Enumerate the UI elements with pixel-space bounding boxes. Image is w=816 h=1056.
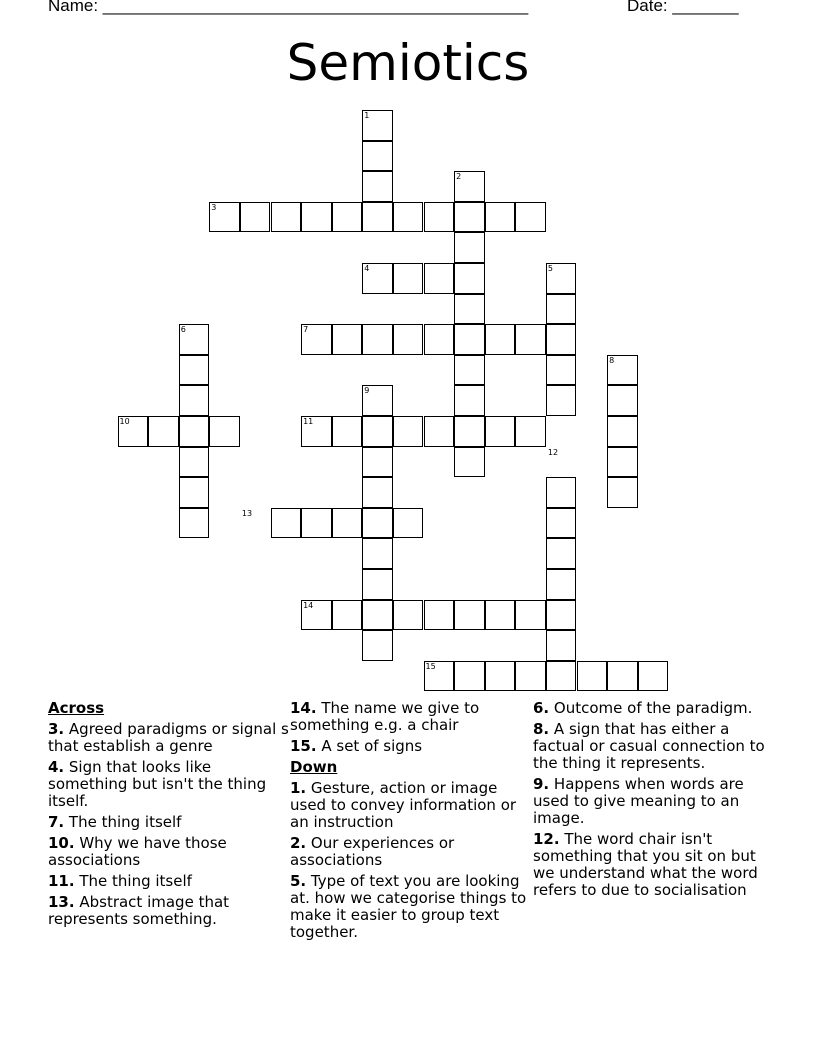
grid-cell[interactable] <box>393 416 424 447</box>
grid-cell[interactable] <box>362 538 393 569</box>
grid-cell[interactable] <box>240 202 271 233</box>
grid-cell[interactable] <box>454 294 485 325</box>
date-field[interactable]: Date: _______ <box>627 0 739 15</box>
clue-number-3: 3 <box>211 202 217 212</box>
grid-cell[interactable] <box>209 416 240 447</box>
grid-cell[interactable] <box>454 416 485 447</box>
clue-text: A sign that has either a factual or casual connection to the thing it represents. <box>533 720 765 772</box>
clue-item <box>48 721 293 755</box>
grid-cell[interactable] <box>179 416 210 447</box>
clue-item <box>290 780 535 831</box>
grid-cell[interactable] <box>362 447 393 478</box>
clues-column-1 <box>48 700 293 932</box>
grid-cell[interactable] <box>301 202 332 233</box>
clue-item <box>290 738 535 755</box>
grid-cell[interactable] <box>179 508 210 539</box>
clue-number-14: 14 <box>303 600 314 610</box>
grid-cell[interactable] <box>424 202 455 233</box>
grid-cell[interactable] <box>393 324 424 355</box>
clue-item <box>533 831 778 899</box>
clues-column-3 <box>533 700 778 903</box>
clue-number: 12. <box>533 830 560 848</box>
grid-cell[interactable] <box>362 569 393 600</box>
grid-cell[interactable] <box>179 477 210 508</box>
clue-item <box>290 700 535 734</box>
grid-cell[interactable] <box>424 324 455 355</box>
grid-cell[interactable] <box>607 661 638 692</box>
clue-number-1: 1 <box>364 111 370 120</box>
grid-cell[interactable] <box>332 508 363 539</box>
clue-item <box>48 835 293 869</box>
clue-text: The name we give to something e.g. a chair <box>290 699 480 734</box>
clue-number-15: 15 <box>425 661 436 671</box>
grid-cell[interactable] <box>546 630 577 661</box>
grid-cell[interactable] <box>515 416 546 447</box>
grid-cell[interactable] <box>515 600 546 631</box>
page-title: Semiotics <box>286 34 530 92</box>
clue-text: A set of signs <box>316 737 423 755</box>
grid-cell[interactable] <box>362 508 393 539</box>
clue-text: Outcome of the paradigm. <box>549 699 753 717</box>
grid-cell[interactable] <box>362 171 393 202</box>
grid-cell[interactable] <box>362 324 393 355</box>
name-field[interactable]: Name: _____________________________________________ <box>48 0 529 15</box>
clue-text: Sign that looks like something but isn't the thing itself. <box>48 758 267 810</box>
grid-cell[interactable] <box>577 661 608 692</box>
grid-cell[interactable] <box>485 600 516 631</box>
grid-cell[interactable] <box>332 416 363 447</box>
clue-number-6: 6 <box>180 325 186 335</box>
clue-number: 14. <box>290 699 317 717</box>
clue-text: Why we have those associations <box>48 834 227 869</box>
clue-number-9: 9 <box>364 386 370 396</box>
grid-cell[interactable] <box>454 263 485 294</box>
grid-cell[interactable] <box>607 477 638 508</box>
grid-cell[interactable] <box>546 355 577 386</box>
clues-column-2 <box>290 700 535 945</box>
grid-cell[interactable] <box>424 263 455 294</box>
grid-cell[interactable] <box>546 600 577 631</box>
clue-text: The thing itself <box>74 872 192 890</box>
clue-text: Our experiences or associations <box>290 834 455 869</box>
clue-item <box>48 759 293 810</box>
clue-number: 2. <box>290 834 307 852</box>
grid-cell[interactable] <box>485 416 516 447</box>
grid-cell[interactable] <box>148 416 179 447</box>
down-clue-list-continued <box>533 700 778 899</box>
grid-cell[interactable] <box>332 324 363 355</box>
clue-number: 1. <box>290 779 307 797</box>
grid-cell[interactable] <box>485 202 516 233</box>
grid-cell[interactable] <box>424 600 455 631</box>
grid-cell[interactable] <box>485 661 516 692</box>
clue-number: 9. <box>533 775 550 793</box>
clue-number: 6. <box>533 699 550 717</box>
clue-number: 11. <box>48 872 75 890</box>
clue-item <box>290 835 535 869</box>
grid-cell[interactable] <box>362 202 393 233</box>
grid-cell[interactable] <box>546 508 577 539</box>
grid-cell[interactable] <box>179 355 210 386</box>
clue-number: 13. <box>48 893 75 911</box>
grid-cell[interactable] <box>362 600 393 631</box>
clue-number-11: 11 <box>303 417 314 426</box>
clue-item <box>48 894 293 928</box>
grid-cell[interactable] <box>515 661 546 692</box>
grid-cell[interactable] <box>546 538 577 569</box>
grid-cell[interactable] <box>515 202 546 233</box>
grid-cell[interactable] <box>546 477 577 508</box>
grid-cell[interactable] <box>454 202 485 233</box>
grid-cell[interactable] <box>393 202 424 233</box>
grid-cell[interactable] <box>546 324 577 355</box>
grid-cell[interactable] <box>454 324 485 355</box>
across-clue-list-continued <box>290 700 535 755</box>
grid-cell[interactable] <box>271 202 302 233</box>
clue-text: Abstract image that represents something. <box>48 893 230 928</box>
grid-cell[interactable] <box>271 508 302 539</box>
across-heading: Across <box>48 699 105 717</box>
grid-cell[interactable] <box>393 600 424 631</box>
clue-number: 15. <box>290 737 317 755</box>
clue-item <box>48 814 293 831</box>
grid-cell[interactable] <box>454 385 485 416</box>
clue-number-5: 5 <box>547 264 553 273</box>
down-clue-list <box>290 780 535 941</box>
grid-cell[interactable] <box>607 447 638 478</box>
clue-number-12: 12 <box>547 447 559 457</box>
clue-item <box>533 776 778 827</box>
grid-cell[interactable] <box>362 141 393 172</box>
clue-text: Gesture, action or image used to convey information or an instruction <box>290 779 517 831</box>
grid-cell[interactable] <box>424 416 455 447</box>
grid-cell[interactable] <box>362 630 393 661</box>
clue-text: Happens when words are used to give meaning to an image. <box>533 775 744 827</box>
grid-cell[interactable] <box>454 447 485 478</box>
grid-cell[interactable] <box>515 324 546 355</box>
grid-cell[interactable] <box>454 232 485 263</box>
clue-item <box>533 721 778 772</box>
grid-cell[interactable] <box>179 447 210 478</box>
clue-text: The thing itself <box>64 813 182 831</box>
clue-text: Type of text you are looking at. how we categorise things to make it easier to group text together. <box>290 872 527 941</box>
clue-number-13: 13 <box>241 508 253 518</box>
grid-cell[interactable] <box>393 263 424 294</box>
clue-number-8: 8 <box>609 355 615 365</box>
clue-number-2: 2 <box>456 172 462 182</box>
clue-item <box>290 873 535 941</box>
clue-text: Agreed paradigms or signal s that establish a genre <box>48 720 289 755</box>
grid-cell[interactable] <box>546 385 577 416</box>
grid-cell[interactable] <box>454 600 485 631</box>
grid-cell[interactable] <box>332 202 363 233</box>
clue-item <box>48 873 293 890</box>
clue-number-7: 7 <box>303 325 309 335</box>
clue-number: 4. <box>48 758 65 776</box>
clue-number: 5. <box>290 872 307 890</box>
grid-cell[interactable] <box>362 477 393 508</box>
clue-number: 7. <box>48 813 65 831</box>
grid-cell[interactable] <box>546 569 577 600</box>
clue-number: 3. <box>48 720 65 738</box>
clue-number: 10. <box>48 834 75 852</box>
clue-number-4: 4 <box>364 264 370 273</box>
clue-item <box>533 700 778 717</box>
grid-cell[interactable] <box>454 355 485 386</box>
grid-cell[interactable] <box>546 294 577 325</box>
grid-cell[interactable] <box>179 385 210 416</box>
grid-cell[interactable] <box>485 324 516 355</box>
grid-cell[interactable] <box>362 416 393 447</box>
clue-number-10: 10 <box>119 417 130 426</box>
grid-cell[interactable] <box>393 508 424 539</box>
grid-cell[interactable] <box>301 508 332 539</box>
grid-cell[interactable] <box>332 600 363 631</box>
grid-cell[interactable] <box>638 661 669 692</box>
clue-text: The word chair isn't something that you sit on but we understand what the word refers to due to socialisation <box>533 830 758 899</box>
grid-cell[interactable] <box>607 385 638 416</box>
across-clue-list <box>48 721 293 928</box>
grid-cell[interactable] <box>546 661 577 692</box>
down-heading: Down <box>290 758 338 776</box>
grid-cell[interactable] <box>607 416 638 447</box>
grid-cell[interactable] <box>454 661 485 692</box>
clue-number: 8. <box>533 720 550 738</box>
